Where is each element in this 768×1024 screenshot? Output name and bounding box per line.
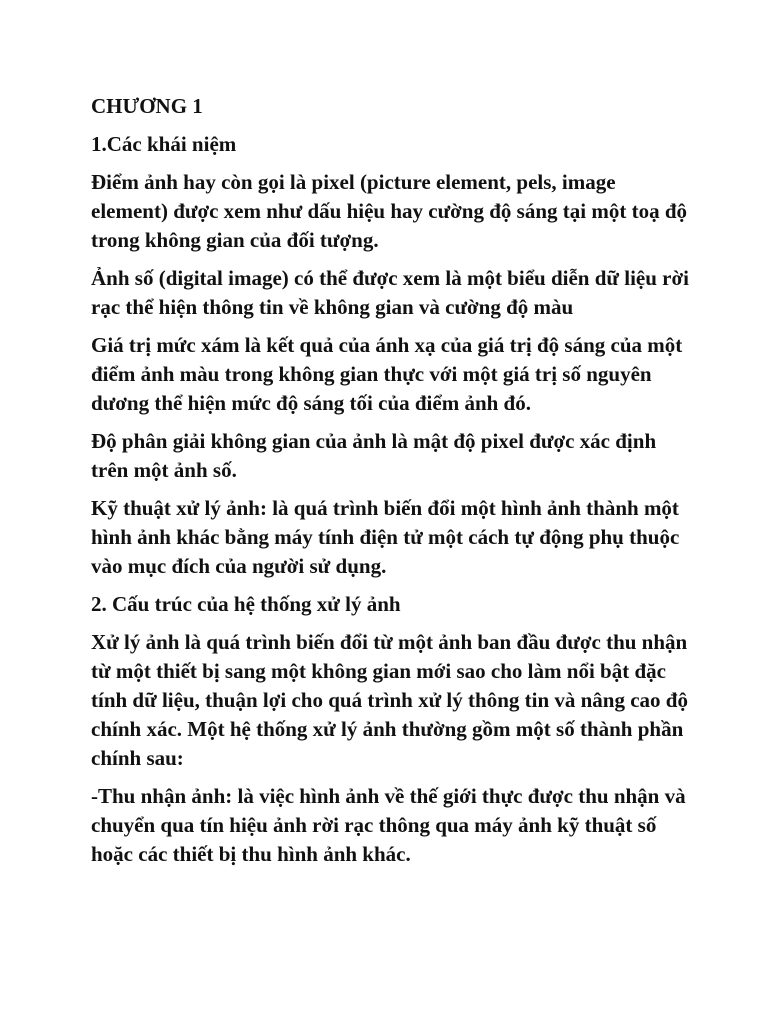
- paragraph: Ảnh số (digital image) có thể được xem là một biểu diễn dữ liệu rời rạc thể hiện thông tin về không gian và cường độ màu: [91, 266, 689, 319]
- paragraph: Độ phân giải không gian của ảnh là mật độ pixel được xác định trên một ảnh số.: [91, 429, 657, 482]
- paragraph: -Thu nhận ảnh: là việc hình ảnh về thế giới thực được thu nhận và chuyển qua tín hiệu ảnh rời rạc thông qua máy ảnh kỹ thuật số hoặc các thiết bị thu hình ảnh khác.: [91, 784, 686, 866]
- section-heading: 2. Cấu trúc của hệ thống xử lý ảnh: [91, 592, 401, 616]
- paragraph: Xử lý ảnh là quá trình biến đổi từ một ảnh ban đầu được thu nhận từ một thiết bị sang một không gian mới sao cho làm nổi bật đặc tính dữ liệu, thuận lợi cho quá trình xử lý thông tin và nâng cao độ chính xác. Một hệ thống xử lý ảnh thường gồm một số thành phần chính sau:: [91, 630, 688, 770]
- section-heading: 1.Các khái niệm: [91, 132, 237, 156]
- paragraph: Giá trị mức xám là kết quả của ánh xạ của giá trị độ sáng của một điểm ảnh màu trong không gian thực với một giá trị số nguyên dương thể hiện mức độ sáng tối của điểm ảnh đó.: [91, 333, 683, 415]
- document-body: [91, 92, 691, 878]
- paragraph: Điểm ảnh hay còn gọi là pixel (picture element, pels, image element) được xem như dấu hiệu hay cường độ sáng tại một toạ độ trong không gian của đối tượng.: [91, 170, 688, 252]
- chapter-title: CHƯƠNG 1: [91, 94, 203, 118]
- paragraph: Kỹ thuật xử lý ảnh: là quá trình biến đổi một hình ảnh thành một hình ảnh khác bằng máy tính điện tử một cách tự động phụ thuộc vào mục đích của người sử dụng.: [91, 496, 680, 578]
